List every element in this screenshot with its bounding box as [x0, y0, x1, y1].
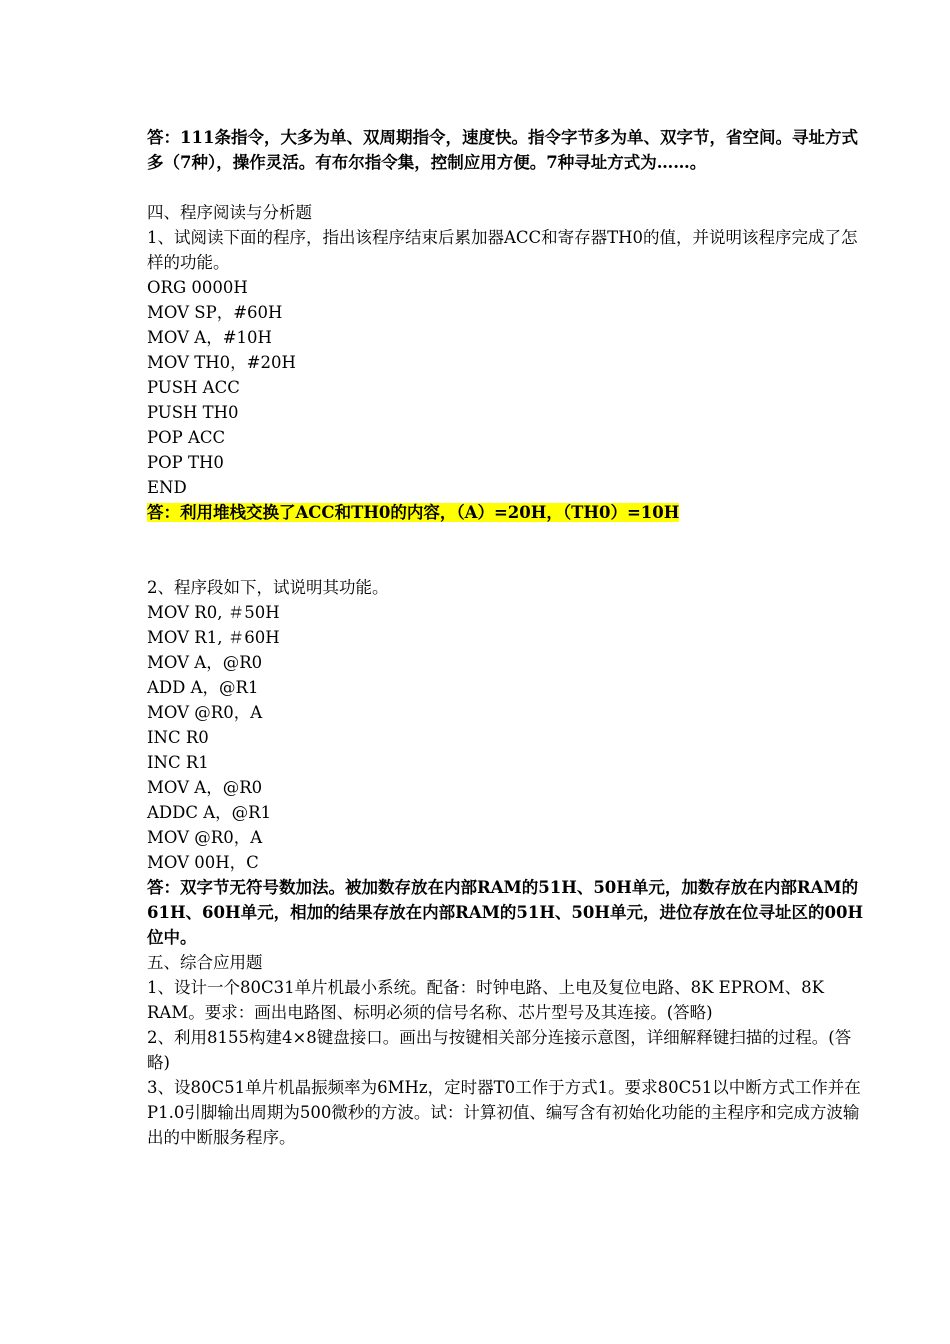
- code-line: INC R1: [147, 753, 209, 772]
- code-line: MOV @R0，A: [147, 703, 263, 722]
- code-line: POP TH0: [147, 453, 224, 472]
- highlighted-answer: 答：利用堆栈交换了ACC和TH0的内容，（A）=20H，（TH0）=10H: [147, 503, 680, 522]
- section4-q2-question: 2、程序段如下，试说明其功能。: [147, 578, 389, 597]
- spacer: [147, 175, 867, 200]
- code-line: MOV TH0，#20H: [147, 353, 296, 372]
- section4-q2-code: [147, 600, 867, 875]
- code-line: MOV A，#10H: [147, 328, 272, 347]
- document-page: [147, 125, 867, 1150]
- code-line: PUSH TH0: [147, 403, 239, 422]
- code-line: ADDC A，@R1: [147, 803, 272, 822]
- code-line: ADD A，@R1: [147, 678, 259, 697]
- section5-q3: 3、设80C51单片机晶振频率为6MHz，定时器T0工作于方式1。要求80C51以中断方式工作并在P1.0引脚输出周期为500微秒的方波。试：计算初值、编写含有初始化功能的主程序和完成方波输出的中断服务程序。: [147, 1078, 861, 1147]
- code-line: ORG 0000H: [147, 278, 248, 297]
- code-line: PUSH ACC: [147, 378, 240, 397]
- code-line: MOV SP，#60H: [147, 303, 283, 322]
- code-line: POP ACC: [147, 428, 226, 447]
- code-line: MOV 00H，C: [147, 853, 259, 872]
- code-line: MOV R0, ＃50H: [147, 603, 280, 622]
- code-line: MOV A，@R0: [147, 778, 263, 797]
- code-line: MOV @R0，A: [147, 828, 263, 847]
- section4-q2-answer: 答：双字节无符号数加法。被加数存放在内部RAM的51H、50H单元，加数存放在内部RAM的61H、60H单元，相加的结果存放在内部RAM的51H、50H单元，进位存放在位寻址区的00H位中。: [147, 878, 864, 947]
- section4-q1-question: 1、试阅读下面的程序，指出该程序结束后累加器ACC和寄存器TH0的值，并说明该程序完成了怎样的功能。: [147, 228, 858, 272]
- section4-q1-code: [147, 275, 867, 500]
- section5-q2: 2、利用8155构建4×8键盘接口。画出与按键相关部分连接示意图，详细解释键扫描的过程。(答略): [147, 1028, 852, 1072]
- intro-answer: 答：111条指令，大多为单、双周期指令，速度快。指令字节多为单、双字节，省空间。寻址方式多（7种），操作灵活。有布尔指令集，控制应用方便。7种寻址方式为……。: [147, 128, 858, 172]
- section5-title: 五、综合应用题: [147, 953, 263, 972]
- section4-q1-answer: [147, 500, 867, 525]
- code-line: MOV R1, ＃60H: [147, 628, 280, 647]
- section5-q1: 1、设计一个80C31单片机最小系统。配备：时钟电路、上电及复位电路、8K EPROM、8K RAM。要求：画出电路图、标明必须的信号名称、芯片型号及其连接。(答略): [147, 978, 824, 1022]
- code-line: END: [147, 478, 187, 497]
- code-line: MOV A，@R0: [147, 653, 263, 672]
- spacer: [147, 525, 867, 575]
- section4-title: 四、程序阅读与分析题: [147, 203, 312, 222]
- code-line: INC R0: [147, 728, 209, 747]
